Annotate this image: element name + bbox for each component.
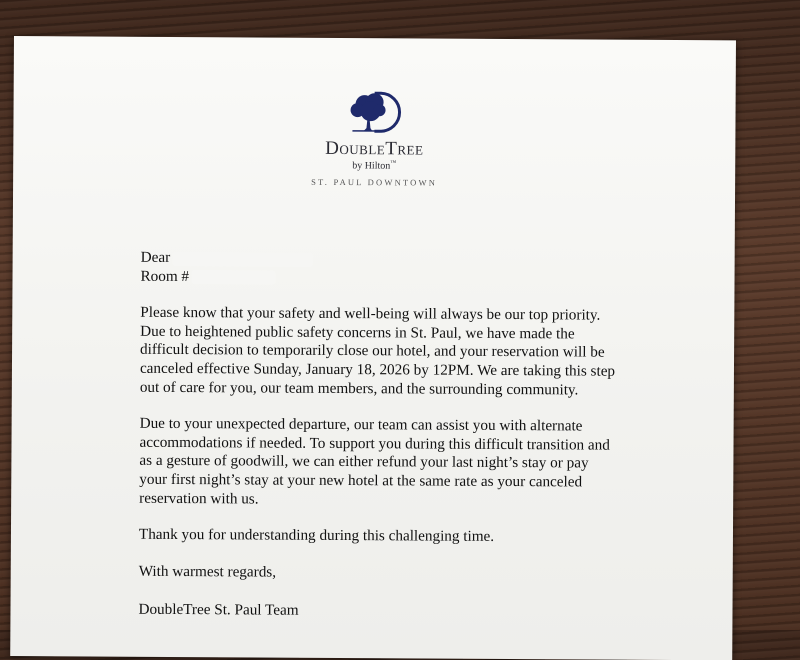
letter-page	[10, 36, 736, 660]
redacted-room	[191, 270, 275, 285]
letter-body	[138, 249, 660, 623]
paragraph-line: Due to heightened public safety concerns in St. Paul, we have made the	[140, 322, 575, 343]
paragraph-line: your first night’s stay at your new hotel at the same rate as your canceled	[139, 470, 583, 491]
brand-sub-text: by Hilton	[352, 160, 391, 172]
paragraph-line: accommodations if needed. To support you during this difficult transition and	[139, 433, 610, 454]
trademark-mark: ™	[390, 160, 397, 167]
paragraph-1	[140, 304, 661, 400]
salutation-dear-label: Dear	[140, 248, 171, 266]
paragraph-line: as a gesture of goodwill, we can either refund your last night’s stay or pay	[139, 452, 589, 472]
paragraph-line: Due to your unexpected departure, our team can assist you with alternate	[139, 414, 583, 435]
brand-name: DoubleTree	[325, 137, 424, 160]
thanks-line: Thank you for understanding during this challenging time.	[138, 525, 495, 546]
closing-line: With warmest regards,	[138, 562, 277, 581]
paragraph-2	[139, 415, 660, 511]
paragraph-line: Please know that your safety and well-being will always be our top priority.	[140, 303, 601, 324]
paragraph-line: out of care for you, our team members, and the surrounding community.	[139, 378, 579, 399]
tree-icon	[344, 90, 404, 134]
salutation-room	[140, 267, 660, 289]
redacted-name	[172, 251, 312, 266]
paragraph-line: canceled effective Sunday, January 18, 2026 by 12PM. We are taking this step	[139, 359, 616, 380]
paragraph-line: reservation with us.	[139, 489, 259, 508]
signature-line: DoubleTree St. Paul Team	[138, 601, 299, 620]
brand-location: ST. PAUL DOWNTOWN	[311, 177, 438, 188]
paragraph-line: difficult decision to temporarily close our hotel, and your reservation will be	[140, 341, 605, 361]
letterhead	[13, 88, 736, 190]
salutation-room-label: Room #	[140, 267, 190, 285]
